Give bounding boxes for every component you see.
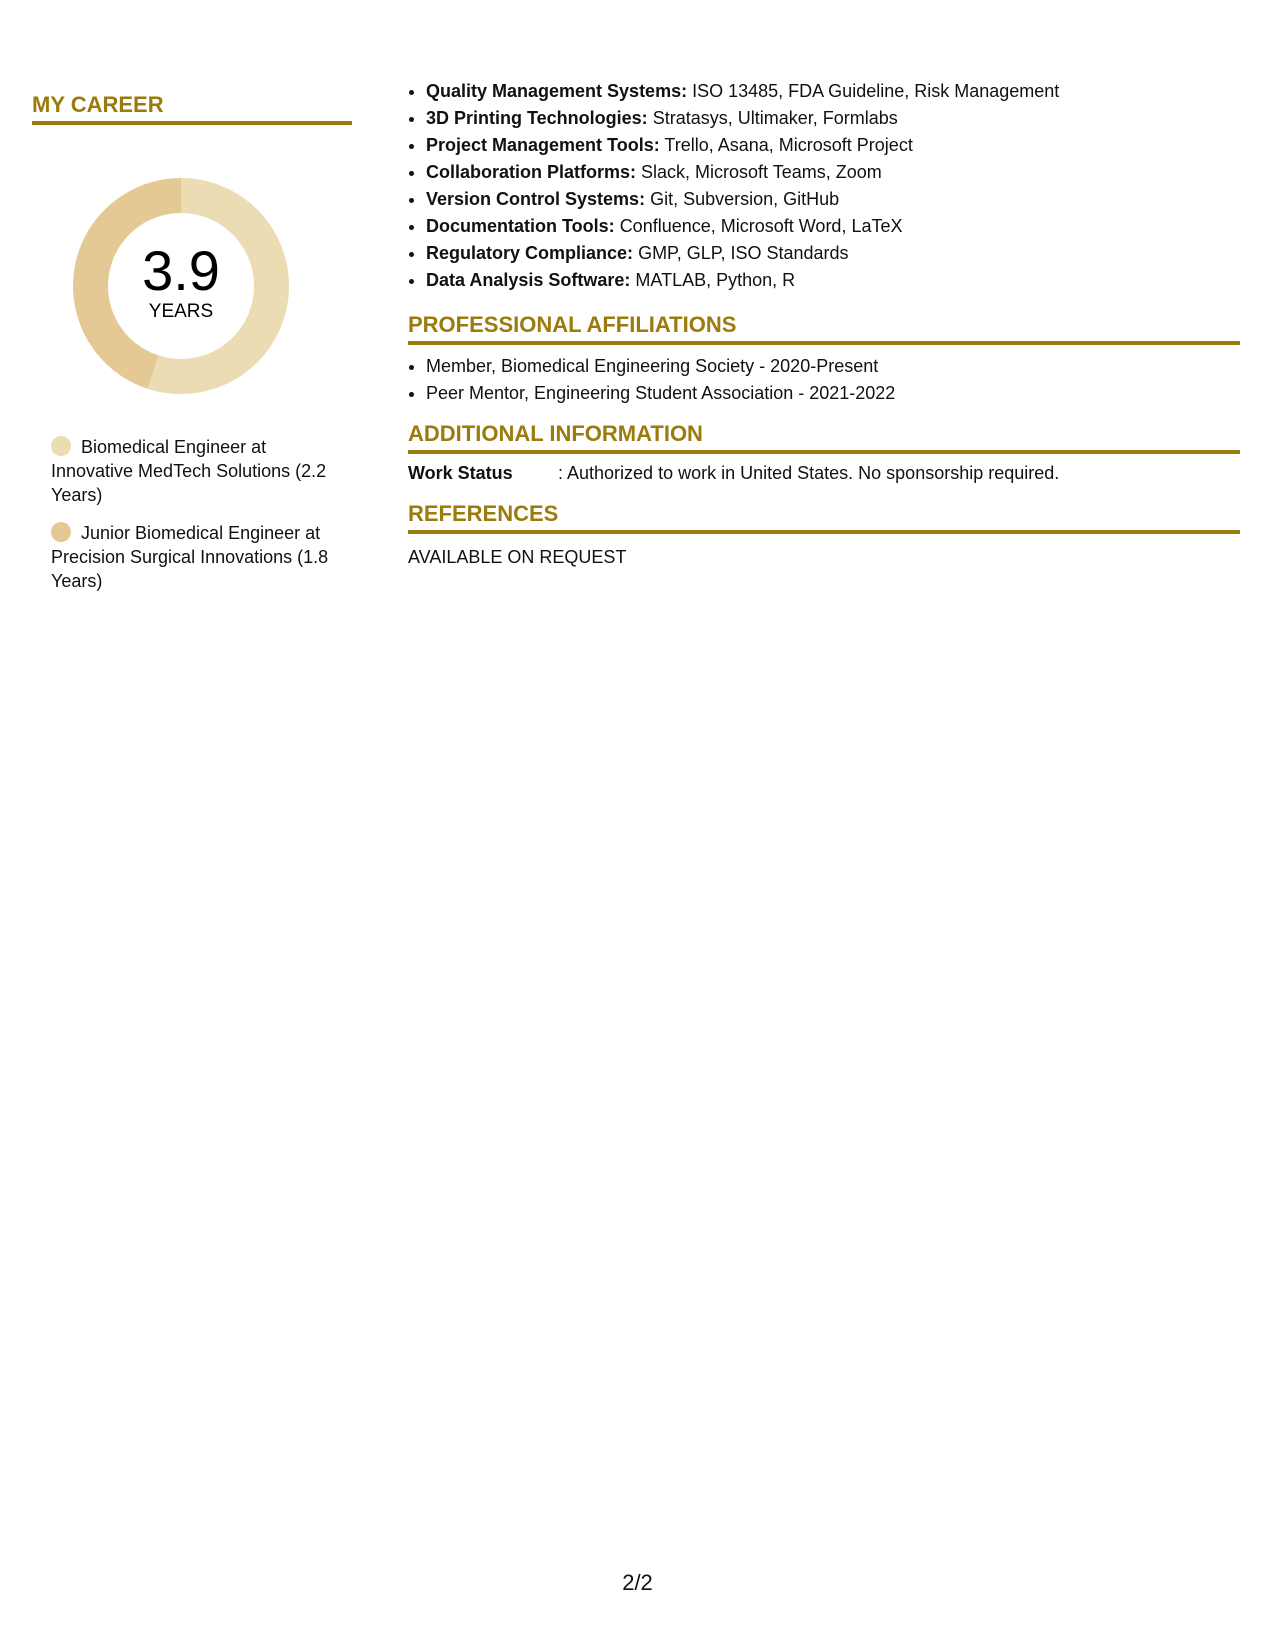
skill-value: Git, Subversion, GitHub	[650, 189, 840, 209]
skill-label: Regulatory Compliance:	[426, 243, 634, 263]
skill-item	[426, 186, 1240, 213]
legend-item	[51, 435, 331, 507]
career-panel	[32, 92, 352, 607]
page-number: 2/2	[622, 1570, 653, 1595]
skill-value: Slack, Microsoft Teams, Zoom	[641, 162, 882, 182]
total-years-value: 3.9	[142, 239, 220, 302]
skill-label: Project Management Tools:	[426, 135, 660, 155]
skill-label: Data Analysis Software:	[426, 270, 631, 290]
skill-item	[426, 159, 1240, 186]
skill-item	[426, 213, 1240, 240]
references-text: AVAILABLE ON REQUEST	[408, 547, 627, 567]
skill-value: MATLAB, Python, R	[635, 270, 796, 290]
skill-label: 3D Printing Technologies:	[426, 108, 648, 128]
work-status-value: : Authorized to work in United States. No sponsorship required.	[558, 463, 1060, 483]
skill-label: Collaboration Platforms:	[426, 162, 637, 182]
details-panel	[408, 78, 1240, 571]
skill-value: Stratasys, Ultimaker, Formlabs	[652, 108, 898, 128]
affiliation-item: • Member, Biomedical Engineering Society - 2020-Present	[426, 353, 1240, 380]
work-status-label: Work Status	[408, 463, 513, 483]
skill-label: Documentation Tools:	[426, 216, 615, 236]
career-heading: MY CAREER	[32, 92, 352, 125]
references-heading: REFERENCES	[408, 501, 1240, 534]
work-status-row	[408, 460, 1240, 487]
affiliation-item: • Peer Mentor, Engineering Student Association - 2021-2022	[426, 380, 1240, 407]
legend-item	[51, 521, 331, 593]
donut-center	[66, 171, 296, 401]
skill-value: Trello, Asana, Microsoft Project	[664, 135, 913, 155]
legend-text: Biomedical Engineer at Innovative MedTech Solutions (2.2 Years)	[51, 437, 327, 505]
skill-label: Quality Management Systems:	[426, 81, 688, 101]
skill-item	[426, 105, 1240, 132]
affiliations-heading: PROFESSIONAL AFFILIATIONS	[408, 312, 1240, 345]
skill-value: ISO 13485, FDA Guideline, Risk Management	[692, 81, 1060, 101]
skill-item	[426, 267, 1240, 294]
legend-text: Junior Biomedical Engineer at Precision Surgical Innovations (1.8 Years)	[51, 523, 329, 591]
legend-dot-icon	[51, 436, 71, 456]
skill-item	[426, 132, 1240, 159]
total-years-label: YEARS	[148, 301, 214, 322]
affiliations-list	[408, 353, 1240, 407]
skill-label: Version Control Systems:	[426, 189, 646, 209]
additional-info-heading: ADDITIONAL INFORMATION	[408, 421, 1240, 454]
career-donut-chart	[66, 171, 296, 401]
skill-item	[426, 78, 1240, 105]
skill-value: Confluence, Microsoft Word, LaTeX	[619, 216, 903, 236]
legend-dot-icon	[51, 522, 71, 542]
career-legend	[51, 435, 331, 593]
skills-list	[408, 78, 1240, 294]
skill-value: GMP, GLP, ISO Standards	[638, 243, 849, 263]
skill-item	[426, 240, 1240, 267]
